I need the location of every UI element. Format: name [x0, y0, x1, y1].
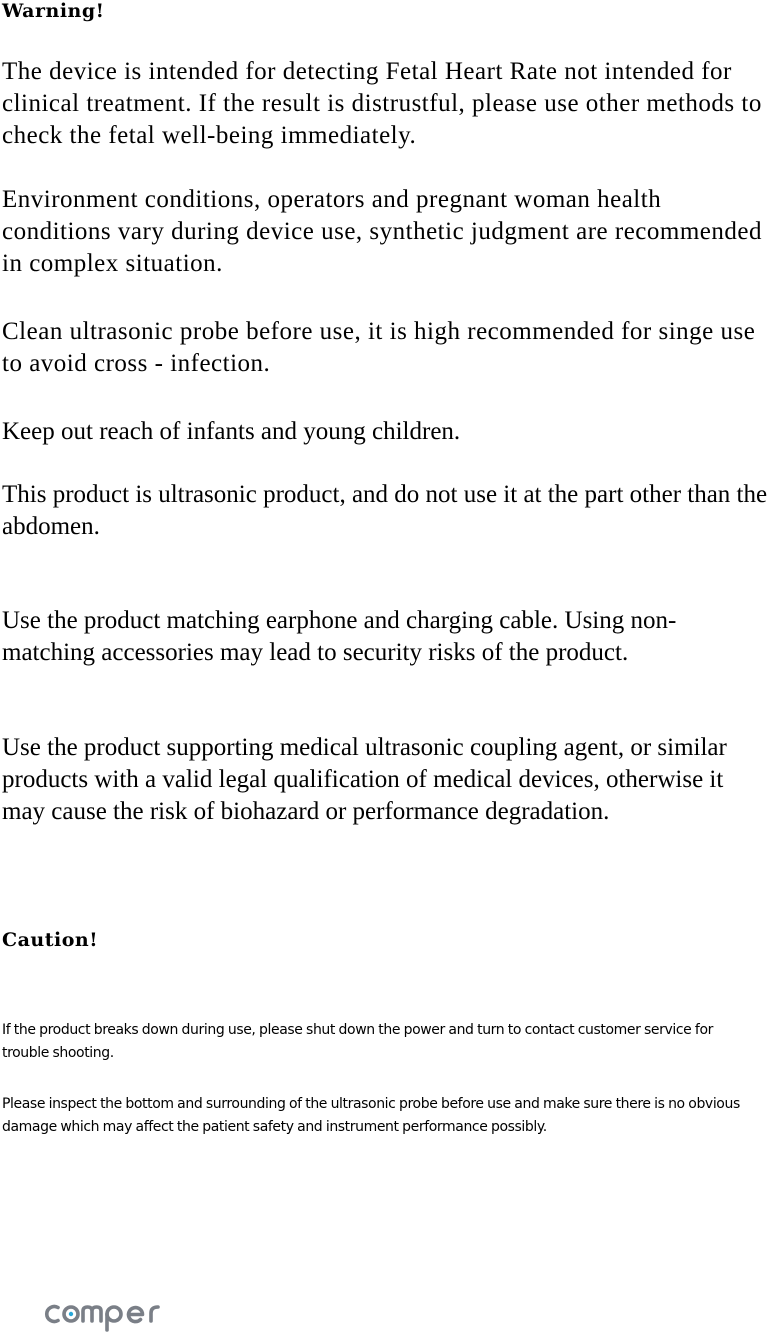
- comper-logo: [44, 1294, 194, 1334]
- comper-logo-dot: [69, 1312, 73, 1316]
- warning-paragraph-abdomen-only: This product is ultrasonic product, and do not use it at the part other than the abdomen.: [2, 481, 767, 540]
- warning-paragraph-environment: Environment conditions, operators and pregnant woman health conditions vary during device use, synthetic judgment are recommended in complex situation.: [2, 186, 762, 277]
- warning-paragraph-clean-probe: Clean ultrasonic probe before use, it is high recommended for singe use to avoid cross - infection.: [2, 318, 756, 377]
- warning-paragraph-accessories: Use the product matching earphone and charging cable. Using non-matching accessories may lead to security risks of the product.: [2, 607, 677, 666]
- comper-logo-mark: [47, 1307, 158, 1331]
- warning-heading: Warning!: [2, 0, 105, 22]
- warning-paragraph-children: Keep out reach of infants and young children.: [2, 418, 461, 445]
- caution-heading: Caution!: [2, 929, 99, 951]
- warning-paragraph-coupling-agent: Use the product supporting medical ultrasonic coupling agent, or similar products with a valid legal qualification of medical devices, otherwise it may cause the risk of biohazard or performance degradation.: [2, 734, 727, 825]
- warning-paragraph-intended-use: The device is intended for detecting Fetal Heart Rate not intended for clinical treatment. If the result is distrustful, please use other methods to check the fetal well-being immediately.: [2, 58, 762, 149]
- caution-paragraph-breakdown: If the product breaks down during use, please shut down the power and turn to contact customer service for trouble shooting.: [2, 1022, 713, 1061]
- caution-paragraph-inspect-probe: Please inspect the bottom and surrounding of the ultrasonic probe before use and make sure there is no obvious damage which may affect the patient safety and instrument performance possibly.: [2, 1096, 740, 1135]
